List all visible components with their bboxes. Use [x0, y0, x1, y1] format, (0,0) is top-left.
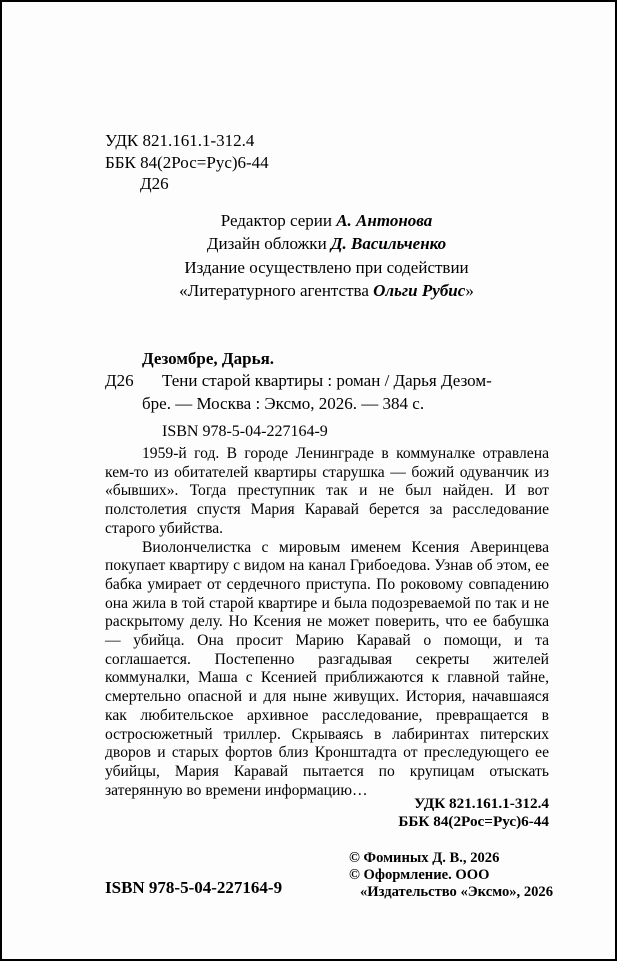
udk-code-bottom: УДК 821.161.1-312.4	[414, 795, 549, 812]
udk-code-top: УДК 821.161.1-312.4	[105, 131, 255, 150]
cover-designer-name: Д. Васильченко	[330, 234, 447, 254]
series-editor-name: А. Антонова	[336, 211, 433, 230]
copyright-publisher-line: «Издательство «Эксмо», 2026	[360, 883, 554, 900]
catalog-entry	[105, 370, 565, 415]
agency-name: Ольги Рубис	[373, 280, 466, 300]
catalog-isbn: ISBN 978-5-04-227164-9	[162, 422, 328, 440]
agency-line	[105, 279, 548, 302]
catalog-author: Дезомбре, Дарья.	[142, 349, 275, 368]
credits-block	[105, 209, 548, 302]
bbk-code-bottom: ББК 84(2Рос=Рус)6-44	[398, 813, 549, 830]
cover-designer-line	[105, 232, 548, 255]
assistance-line: Издание осуществлено при содействии	[184, 257, 469, 277]
bbk-code-top: ББК 84(2Рос=Рус)6-44	[105, 152, 269, 172]
author-code-top: Д26	[140, 174, 169, 193]
annotation-paragraph-1: 1959-й год. В городе Ленинграде в коммуналке отравлена кем-то из обитателей квартиры старушка — божий одуванчик из «бывших». Тогда преступник так и не был найден. И вот полстолетия спустя Мария Каравай берется за расследование старого убийства.	[105, 445, 549, 537]
agency-close-quote: »	[465, 280, 474, 300]
catalog-title-line1: Тени старой квартиры : роман / Дарья Дезом-	[162, 371, 492, 391]
annotation-paragraph-2: Виолончелистка с мировым именем Ксения Аверинцева покупает квартиру с видом на канал Грибоедова. Узнав об этом, ее бабка умирает от сердечного приступа. По роковому совпадению она жила в той старой квартире и была подозреваемой по так и не раскрытому делу. Но Ксения не может поверить, что ее бабушка — убийца. Она просит Марию Каравай о помощи, и та соглашается. Постепенно разгадывая секреты жителей коммуналки, Маша с Ксенией приближаются к главной тайне, смертельно опасной и для ныне живущих. История, начавшаяся как любительское архивное расследование, превращается в остросюжетный триллер. Скрываясь в лабиринтах питерских дворов и старых фортов близ Кронштадта от преследующего ее убийцы, Мария Каравай пытается по крупицам отыскать затерянную во времени информацию…	[105, 538, 549, 799]
series-editor-line	[105, 209, 548, 232]
bottom-codes-block	[105, 795, 549, 831]
catalog-title-line2: бре. — Москва : Эксмо, 2026. — 384 с.	[142, 393, 425, 413]
catalog-code: Д26	[105, 371, 134, 391]
copyright-design-line: © Оформление. ООО	[349, 866, 490, 883]
catalog-card	[105, 348, 565, 443]
isbn-bottom: ISBN 978-5-04-227164-9	[105, 878, 283, 897]
cover-designer-label: Дизайн обложки	[206, 234, 331, 254]
agency-text: «Литературного агентства	[179, 280, 374, 300]
top-codes-block	[105, 130, 269, 195]
series-editor-label: Редактор серии	[220, 211, 337, 230]
copyright-author-line: © Фоминых Д. В., 2026	[349, 850, 500, 866]
copyright-block	[349, 850, 559, 900]
annotation-block	[105, 445, 549, 800]
